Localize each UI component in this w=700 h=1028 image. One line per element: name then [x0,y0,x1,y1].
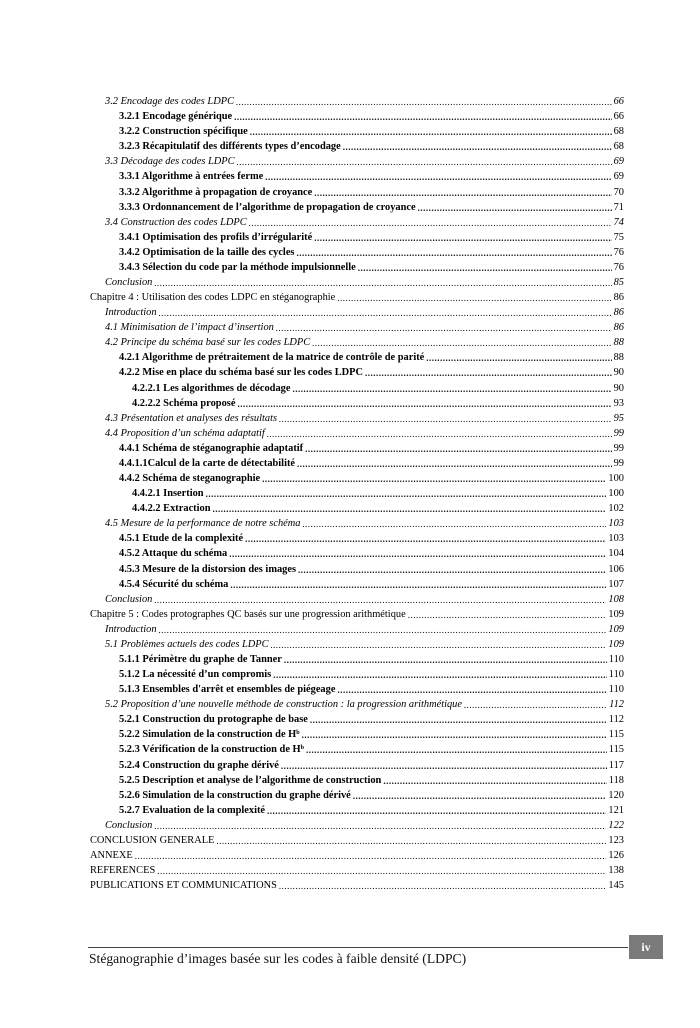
toc-entry-page: 66 [613,111,624,123]
toc-entry[interactable] [88,108,624,123]
toc-entry[interactable] [88,289,624,304]
toc-leader-dots [154,277,611,289]
toc-entry[interactable] [88,576,624,591]
toc-entry[interactable] [88,666,624,681]
toc-leader-dots [310,714,607,726]
toc-leader-dots [279,413,612,425]
toc-entry-title: 5.1 Problèmes actuels des codes LDPC [105,638,269,650]
footer-title: Stéganographie d’images basée sur les codes à faible densité (LDPC) [89,951,467,966]
toc-leader-dots [302,729,607,741]
toc-entry-title: 4.4 Proposition d’un schéma adaptatif [105,427,265,439]
toc-entry-page: 110 [608,684,624,696]
toc-entry-title: 4.5.2 Attaque du schéma [119,548,228,560]
toc-entry-title: 3.3.1 Algorithme à entrées ferme [119,171,264,183]
toc-leader-dots [343,141,612,153]
toc-entry-page: 120 [608,789,624,801]
toc-entry-title: 4.5.1 Etude de la complexité [119,533,244,545]
toc-entry[interactable] [88,726,624,741]
toc-leader-dots [159,307,612,319]
toc-entry-page: 102 [608,503,624,515]
toc-entry[interactable] [88,93,624,108]
toc-entry-title: 3.2.1 Encodage générique [119,111,233,123]
toc-leader-dots [281,760,607,772]
toc-leader-dots [358,262,612,274]
toc-entry[interactable] [88,606,624,621]
toc-entry[interactable] [88,560,624,575]
toc-entry-title: 4.2.2.2 Schéma proposé [132,397,236,409]
toc-entry-page: 86 [613,322,624,334]
toc-leader-dots [273,669,607,681]
toc-leader-dots [216,835,606,847]
toc-entry-page: 104 [608,548,624,560]
toc-entry[interactable] [88,214,624,229]
toc-entry-page: 122 [608,819,624,831]
toc-entry[interactable] [88,621,624,636]
toc-leader-dots [306,744,607,756]
toc-entry[interactable] [88,470,624,485]
toc-entry[interactable] [88,500,624,515]
toc-leader-dots [267,428,612,440]
toc-entry-page: 138 [608,865,624,877]
toc-entry[interactable] [88,862,624,877]
toc-entry-title: 5.2.3 Vérification de la construction de Hᵇ [119,744,304,756]
toc-leader-dots [305,443,611,455]
toc-leader-dots [135,850,607,862]
toc-leader-dots [159,624,607,636]
toc-leader-dots [408,609,607,621]
toc-entry-page: 74 [613,216,624,228]
toc-entry[interactable] [88,410,624,425]
toc-entry-title: 3.3.3 Ordonnancement de l’algorithme de propagation de croyance [119,201,416,213]
toc-entry[interactable] [88,229,624,244]
toc-entry[interactable] [88,123,624,138]
toc-entry[interactable] [88,334,624,349]
toc-entry[interactable] [88,832,624,847]
toc-entry-page: 68 [613,141,624,153]
toc-entry-title: 5.1.3 Ensembles d'arrêt et ensembles de piégeage [119,684,336,696]
toc-entry[interactable] [88,711,624,726]
toc-entry[interactable] [88,651,624,666]
toc-entry-title: 4.5.3 Mesure de la distorsion des images [119,563,297,575]
toc-leader-dots [279,880,607,892]
page-number: iv [641,939,651,954]
toc-entry-title: 3.3.2 Algorithme à propagation de croyance [119,186,313,198]
toc-leader-dots [154,820,606,832]
toc-leader-dots [249,217,612,229]
toc-leader-dots [271,639,607,651]
toc-entry-page: 100 [608,473,624,485]
toc-leader-dots [298,564,606,576]
toc-entry[interactable] [88,349,624,364]
toc-entry-page: 93 [613,397,624,409]
toc-entry[interactable] [88,772,624,787]
toc-leader-dots [237,156,612,168]
toc-entry[interactable] [88,696,624,711]
toc-entry-title: PUBLICATIONS ET COMMUNICATIONS [90,880,277,892]
toc-leader-dots [302,518,606,530]
toc-entry-title: ANNEXE [90,849,133,861]
toc-entry-title: REFERENCES [90,865,156,877]
toc-entry-page: 99 [613,427,624,439]
toc-leader-dots [314,187,611,199]
toc-entry[interactable] [88,741,624,756]
page-number-badge [629,935,663,959]
toc-leader-dots [337,292,611,304]
toc-entry-title: CONCLUSION GENERALE [90,834,215,846]
toc-entry-title: 3.2 Encodage des codes LDPC [105,96,234,108]
toc-leader-dots [206,488,607,500]
toc-entry[interactable] [88,455,624,470]
toc-entry-title: 5.2.4 Construction du graphe dérivé [119,759,279,771]
toc-leader-dots [353,790,607,802]
toc-entry-title: Chapitre 4 : Utilisation des codes LDPC en stéganographie [90,292,336,304]
toc-entry-page: 99 [613,442,624,454]
toc-entry-page: 107 [608,578,624,590]
toc-entry[interactable] [88,379,624,394]
toc-entry-title: 5.2.5 Description et analyse de l’algorithme de construction [119,774,382,786]
toc-entry[interactable] [88,425,624,440]
toc-entry-page: 109 [608,623,624,635]
toc-entry-title: 4.4.2 Schéma de steganographie [119,473,261,485]
toc-leader-dots [296,247,611,259]
toc-leader-dots [314,232,611,244]
toc-entry-page: 99 [613,457,624,469]
toc-leader-dots [236,96,612,108]
toc-entry-page: 100 [608,488,624,500]
toc-entry-page: 109 [608,608,624,620]
toc-entry-page: 66 [613,96,624,108]
toc-entry[interactable] [88,817,624,832]
toc-leader-dots [229,548,606,560]
toc-leader-dots [365,367,612,379]
toc-entry[interactable] [88,545,624,560]
toc-entry[interactable] [88,591,624,606]
toc-entry-page: 118 [608,774,624,786]
toc-entry-page: 106 [608,563,624,575]
toc-entry-page: 95 [613,412,624,424]
toc-entry-page: 126 [608,849,624,861]
toc-entry-title: 4.5.4 Sécurité du schéma [119,578,229,590]
toc-leader-dots [292,383,611,395]
toc-entry-page: 88 [613,352,624,364]
toc-entry-page: 90 [613,367,624,379]
toc-leader-dots [464,699,607,711]
toc-entry-title: 5.2 Proposition d’une nouvelle méthode de construction : la progression arithmétique [105,699,462,711]
toc-entry-page: 75 [613,231,624,243]
toc-entry-page: 70 [613,186,624,198]
toc-entry-title: Introduction [105,623,157,635]
toc-entry-page: 103 [608,518,624,530]
toc-entry-page: 76 [613,246,624,258]
toc-leader-dots [337,684,606,696]
toc-entry-page: 85 [613,277,624,289]
toc-entry-page: 123 [608,834,624,846]
toc-entry-title: 4.1 Minimisation de l’impact d’insertion [105,322,274,334]
toc-entry-page: 88 [613,337,624,349]
toc-leader-dots [250,126,612,138]
toc-entry-title: Introduction [105,307,157,319]
toc-entry-page: 110 [608,669,624,681]
toc-leader-dots [230,579,606,591]
toc-entry-title: 5.2.7 Evaluation de la complexité [119,804,266,816]
toc-entry-title: 3.4.2 Optimisation de la taille des cycles [119,246,295,258]
toc-entry[interactable] [88,756,624,771]
toc-entry-title: 4.2.1 Algorithme de prétraitement de la matrice de contrôle de parité [119,352,425,364]
toc-entry[interactable] [88,440,624,455]
toc-entry-title: 4.2.2 Mise en place du schéma basé sur les codes LDPC [119,367,363,379]
toc-entry[interactable] [88,138,624,153]
toc-entry[interactable] [88,802,624,817]
toc-leader-dots [383,775,606,787]
toc-entry-title: 5.2.1 Construction du protographe de base [119,714,308,726]
toc-entry[interactable] [88,304,624,319]
toc-entry-title: 4.2 Principe du schéma basé sur les codes LDPC [105,337,311,349]
toc-entry-title: 3.4.3 Sélection du code par la méthode impulsionnelle [119,261,356,273]
toc-entry-title: Conclusion [105,819,153,831]
toc-entry-title: Chapitre 5 : Codes protographes QC basés sur une progression arithmétique [90,608,406,620]
toc-entry[interactable] [88,274,624,289]
toc-entry-title: 5.2.2 Simulation de la construction de Hᵇ [119,729,300,741]
toc-entry-title: 3.4 Construction des codes LDPC [105,216,247,228]
toc-entry-page: 76 [613,261,624,273]
toc-entry-title: 3.2.2 Construction spécifique [119,126,248,138]
table-of-contents [88,93,624,892]
toc-entry[interactable] [88,636,624,651]
toc-entry-page: 115 [608,744,624,756]
toc-entry-page: 108 [608,593,624,605]
toc-leader-dots [284,654,607,666]
toc-entry-page: 112 [609,699,624,711]
toc-leader-dots [418,202,612,214]
toc-entry-page: 71 [613,201,624,213]
toc-entry[interactable] [88,787,624,802]
toc-entry-page: 90 [613,382,624,394]
toc-entry[interactable] [88,259,624,274]
toc-entry[interactable] [88,515,624,530]
toc-entry-title: 5.1.2 La nécessité d’un compromis [119,669,272,681]
toc-entry-page: 103 [608,533,624,545]
toc-entry-title: Conclusion [105,277,153,289]
toc-entry[interactable] [88,530,624,545]
toc-entry-page: 69 [613,171,624,183]
toc-entry[interactable] [88,847,624,862]
toc-leader-dots [245,533,606,545]
toc-entry-page: 112 [608,714,624,726]
toc-entry-title: 5.1.1 Périmètre du graphe de Tanner [119,653,282,665]
toc-entry[interactable] [88,168,624,183]
toc-entry-title: 3.2.3 Récapitulatif des différents types d’encodage [119,141,341,153]
toc-leader-dots [276,322,612,334]
toc-leader-dots [234,111,611,123]
toc-entry-title: 4.2.2.1 Les algorithmes de décodage [132,382,291,394]
toc-entry[interactable] [88,183,624,198]
toc-entry-page: 115 [608,729,624,741]
toc-entry[interactable] [88,199,624,214]
toc-entry-page: 117 [608,759,624,771]
toc-leader-dots [213,503,607,515]
toc-entry-page: 121 [608,804,624,816]
toc-entry[interactable] [88,395,624,410]
toc-leader-dots [157,865,606,877]
toc-entry[interactable] [88,877,624,892]
toc-leader-dots [237,398,611,410]
toc-entry-title: Conclusion [105,593,153,605]
toc-entry-title: 4.4.2.2 Extraction [132,503,211,515]
toc-entry-title: 4.4.1 Schéma de stéganographie adaptatif [119,442,304,454]
toc-entry-title: 3.3 Décodage des codes LDPC [105,156,235,168]
toc-entry-page: 68 [613,126,624,138]
toc-leader-dots [265,171,611,183]
toc-entry[interactable] [88,153,624,168]
footer-rule [88,947,628,948]
toc-entry-page: 110 [608,653,624,665]
toc-entry-title: 4.3 Présentation et analyses des résultats [105,412,278,424]
toc-entry-page: 69 [613,156,624,168]
toc-leader-dots [262,473,606,485]
toc-entry[interactable] [88,364,624,379]
toc-entry-title: 5.2.6 Simulation de la construction du graphe dérivé [119,789,351,801]
toc-entry-title: 3.4.1 Optimisation des profils d’irrégularité [119,231,313,243]
toc-entry-page: 86 [613,307,624,319]
toc-entry-title: 4.5 Mesure de la performance de notre schéma [105,518,301,530]
toc-leader-dots [154,594,606,606]
toc-entry-title: 4.4.2.1 Insertion [132,488,204,500]
toc-entry[interactable] [88,244,624,259]
toc-leader-dots [426,352,611,364]
toc-entry[interactable] [88,319,624,334]
toc-leader-dots [312,337,611,349]
toc-entry-page: 109 [608,638,624,650]
toc-entry[interactable] [88,485,624,500]
toc-entry[interactable] [88,681,624,696]
toc-entry-page: 86 [613,292,624,304]
toc-entry-title: 4.4.1.1Calcul de la carte de détectabilité [119,457,296,469]
toc-entry-page: 145 [608,880,624,892]
toc-leader-dots [267,805,606,817]
toc-leader-dots [297,458,612,470]
